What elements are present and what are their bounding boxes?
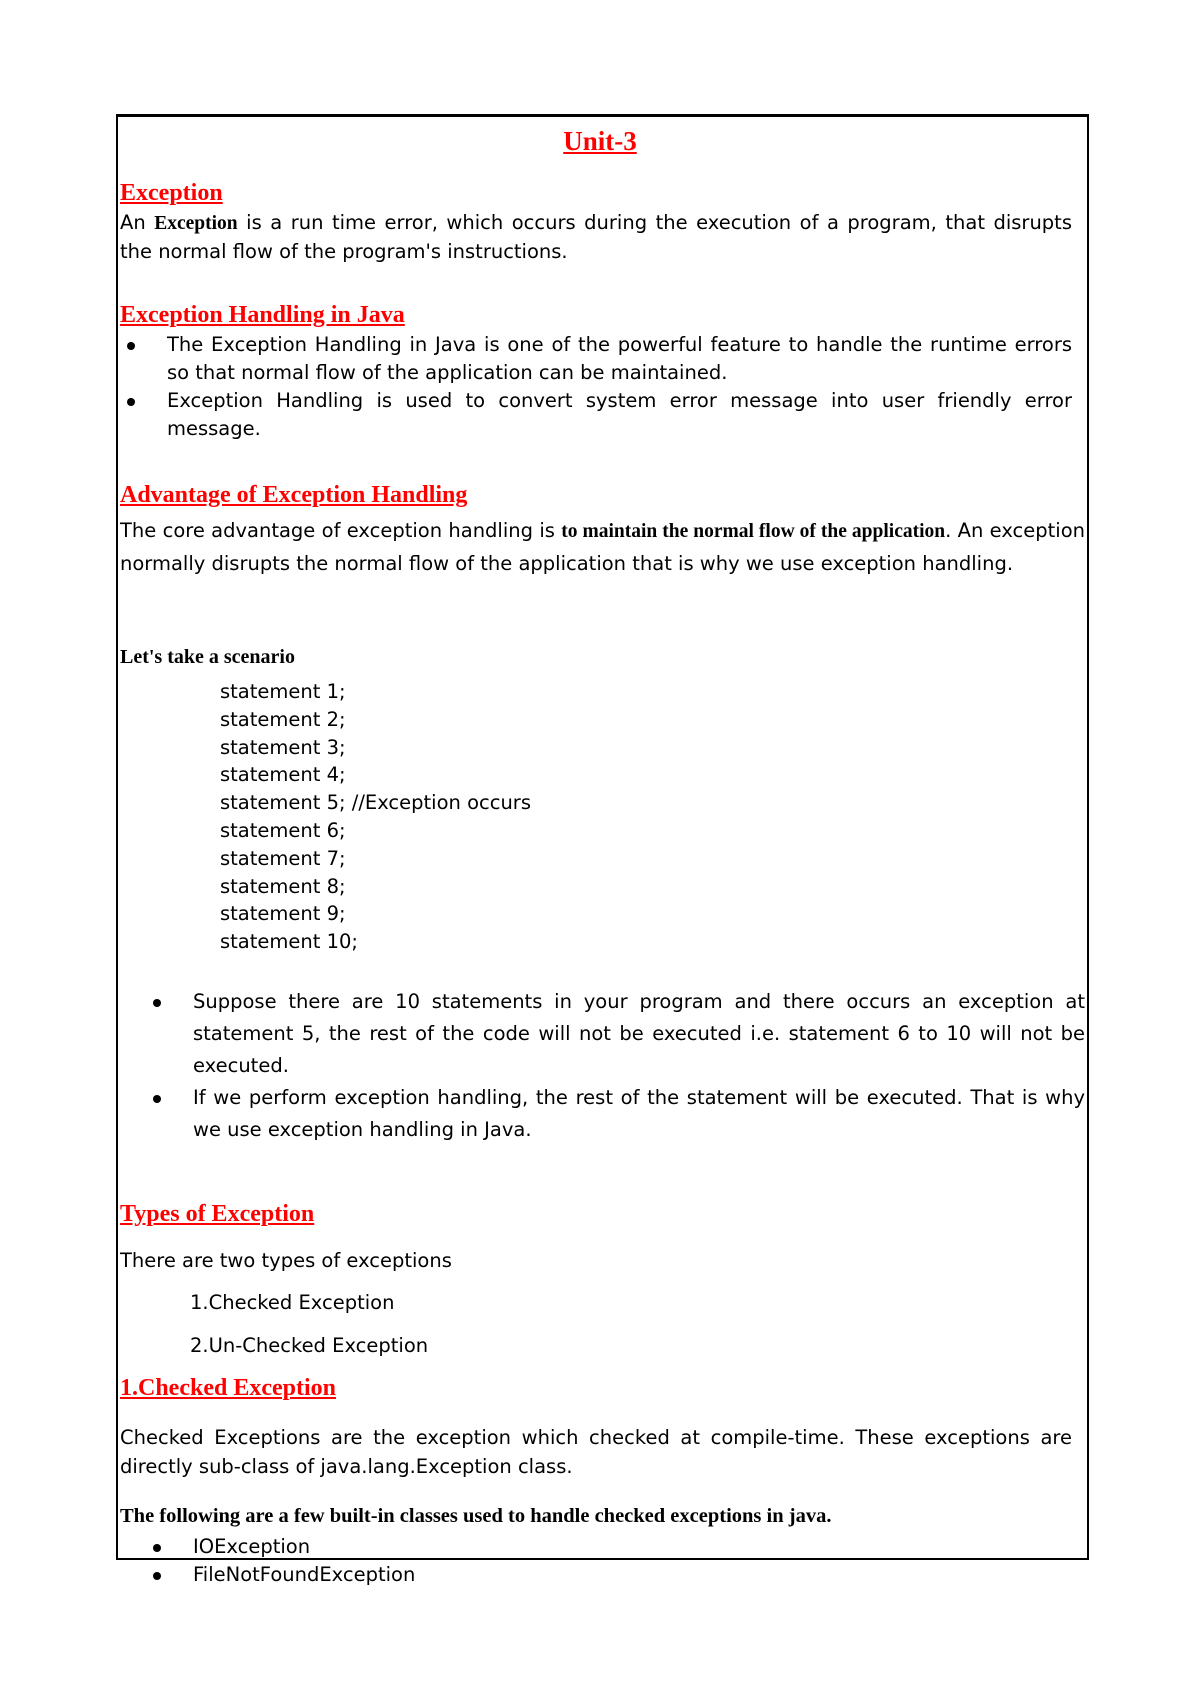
checked-classes-list [153,1533,553,1589]
bullet-icon [127,342,135,350]
statement-line: statement 9; [220,902,346,926]
statement-line: statement 8; [220,874,346,898]
exception-definition: An Exception is a run time error, which occurs during the execution of a program, that disrupts the normal flow of the program's instructions. [120,211,1072,263]
statement-line: statement 7; [220,846,346,870]
list-item: IOException [153,1533,553,1561]
statement-line: statement 1; [220,680,346,703]
types-item-unchecked: 2.Un-Checked Exception [190,1334,429,1357]
statement-line: statement 4; [220,763,346,787]
page-title: Unit-3 [563,126,637,156]
advantage-heading: Advantage of Exception Handling [120,482,468,508]
advantage-text: The core advantage of exception handling is to maintain the normal flow of the application. An exception normally disrupts the normal flow of the application that is why we use exception handling. [120,519,1085,575]
advantage-bullet-list [153,986,1085,1146]
list-item: Exception Handling is used to convert system error message into user friendly error message. [127,387,1072,443]
bullet-icon [153,1544,161,1552]
checked-heading: 1.Checked Exception [120,1375,336,1401]
checked-classes-label: The following are a few built-in classes used to handle checked exceptions in java. [120,1505,832,1527]
statement-line: statement 6; [220,818,346,842]
bullet-icon [153,999,161,1007]
bullet-icon [153,1095,161,1103]
exception-heading: Exception [120,180,223,206]
types-heading: Types of Exception [120,1201,315,1227]
statement-line: statement 10; [220,930,358,954]
scenario-label: Let's take a scenario [120,646,295,668]
bullet-icon [127,398,135,406]
statement-line: statement 2; [220,707,346,731]
types-intro: There are two types of exceptions [120,1249,452,1272]
bullet-icon [153,1572,161,1580]
list-item: The Exception Handling in Java is one of the powerful feature to handle the runtime errors so that normal flow of the application can be maintained. [127,331,1072,387]
list-item: Suppose there are 10 statements in your program and there occurs an exception at statement 5, the rest of the code will not be executed i.e. statement 6 to 10 will not be executed. [153,986,1085,1082]
statement-list [220,678,531,956]
statement-line: statement 5; //Exception occurs [220,791,531,815]
list-item: If we perform exception handling, the rest of the statement will be executed. That is why we use exception handling in Java. [153,1082,1085,1146]
handling-heading: Exception Handling in Java [120,302,405,328]
types-item-checked: 1.Checked Exception [190,1291,395,1314]
list-item: FileNotFoundException [153,1561,553,1589]
checked-definition: Checked Exceptions are the exception which checked at compile-time. These exceptions are directly sub-class of java.lang.Exception class. [120,1426,1072,1478]
handling-bullet-list [127,331,1072,443]
statement-line: statement 3; [220,735,346,759]
